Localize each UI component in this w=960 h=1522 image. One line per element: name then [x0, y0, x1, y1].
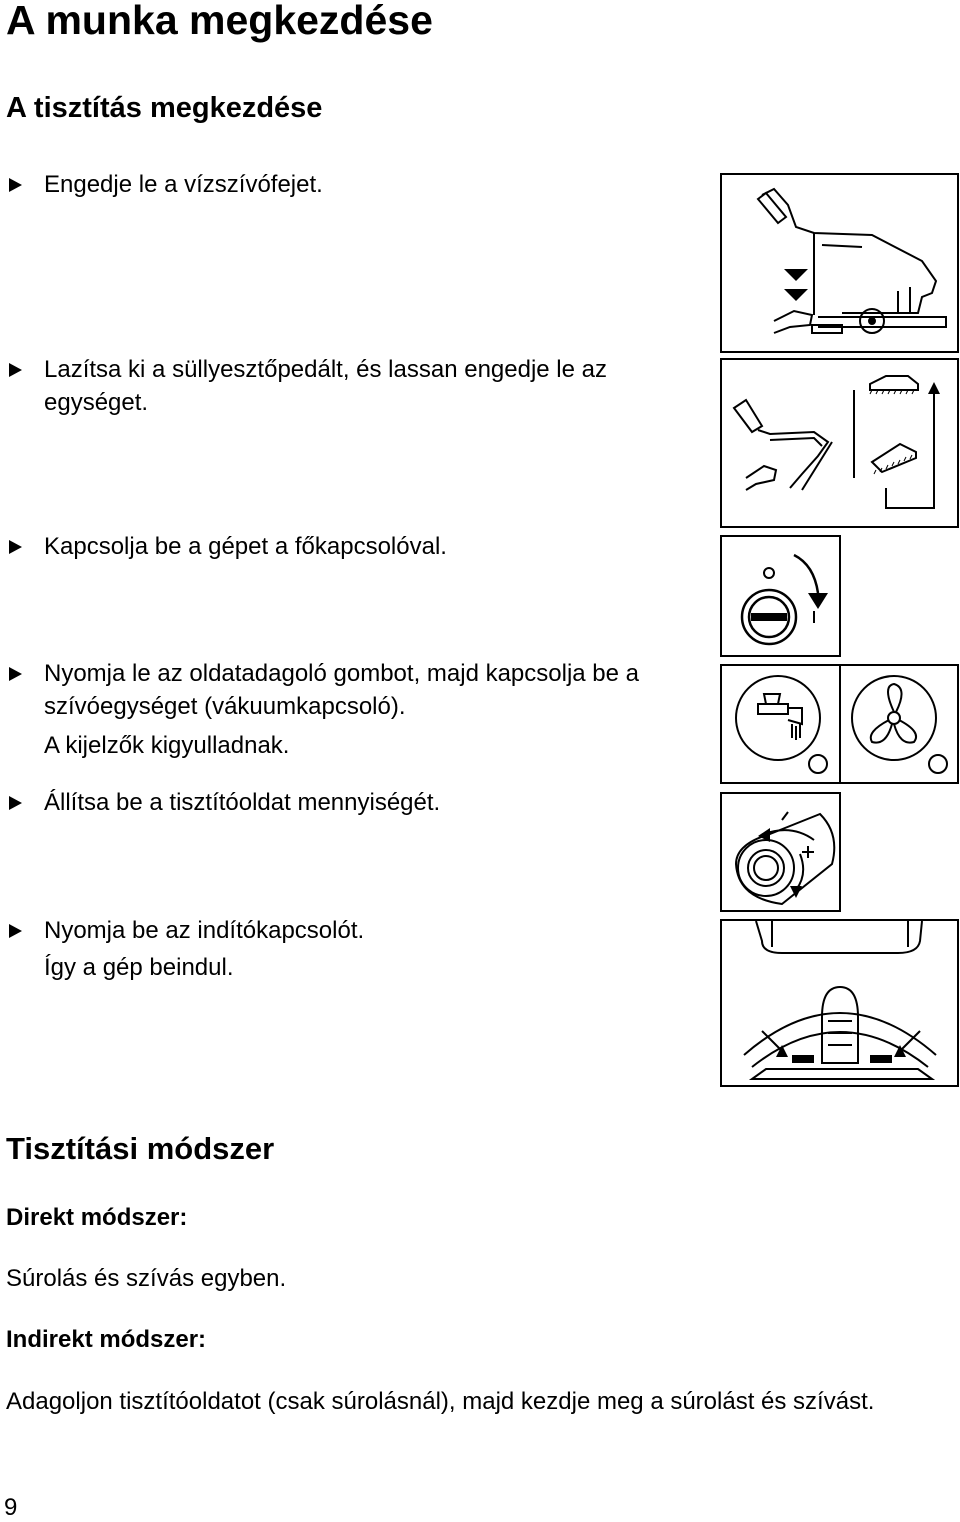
machine-side-illustration — [722, 175, 959, 353]
bullet-arrow-icon — [9, 363, 22, 377]
section-subtitle: A tisztítás megkezdése — [6, 92, 323, 124]
main-switch-icon — [722, 537, 841, 657]
method-title: Tisztítási módszer — [6, 1131, 275, 1166]
indirect-method-text: Adagoljon tisztítóoldatot (csak súrolásnál), majd kezdje meg a súrolást és szívást. — [6, 1388, 875, 1415]
page-title: A munka megkezdése — [6, 0, 433, 43]
figure-lower-squeegee — [720, 173, 959, 353]
solution-dial-icon — [722, 794, 841, 912]
handle-start-switch-illustration — [722, 921, 959, 1087]
step-text: Állítsa be a tisztítóoldat mennyiségét. — [44, 789, 441, 816]
page-number: 9 — [4, 1494, 18, 1521]
step-release-pedal — [0, 353, 684, 419]
step-note: A kijelzők kigyulladnak. — [44, 732, 290, 759]
direct-method-label: Direkt módszer: — [6, 1204, 188, 1231]
bullet-arrow-icon — [9, 667, 22, 681]
figure-solution-dial — [720, 792, 841, 912]
step-solution-vacuum — [0, 657, 704, 762]
figure-start-switch — [720, 919, 959, 1087]
step-lower-squeegee — [0, 168, 704, 201]
indirect-method-label: Indirekt módszer: — [6, 1326, 207, 1353]
step-start-switch — [0, 914, 704, 984]
step-text: Engedje le a vízszívófejet. — [44, 171, 323, 198]
direct-method-text: Súrolás és szívás egyben. — [6, 1265, 287, 1292]
step-text: Lazítsa ki a süllyesztőpedált, és lassan engedje le az egységet. — [44, 356, 608, 416]
solution-vacuum-buttons-illustration — [722, 666, 959, 784]
step-text: Kapcsolja be a gépet a főkapcsolóval. — [44, 533, 447, 560]
pedal-brush-illustration — [722, 360, 959, 528]
step-note: Így a gép beindul. — [44, 954, 234, 981]
bullet-arrow-icon — [9, 178, 22, 192]
step-main-switch — [0, 530, 704, 563]
figure-control-buttons — [720, 664, 959, 784]
bullet-arrow-icon — [9, 796, 22, 810]
step-text: Nyomja be az indítókapcsolót. — [44, 917, 365, 944]
step-solution-amount — [0, 786, 704, 819]
figure-main-switch — [720, 535, 841, 657]
bullet-arrow-icon — [9, 924, 22, 938]
step-text: Nyomja le az oldatadagoló gombot, majd kapcsolja be a szívóegységet (vákuumkapcsoló). — [44, 660, 640, 720]
bullet-arrow-icon — [9, 540, 22, 554]
figure-release-pedal — [720, 358, 959, 528]
